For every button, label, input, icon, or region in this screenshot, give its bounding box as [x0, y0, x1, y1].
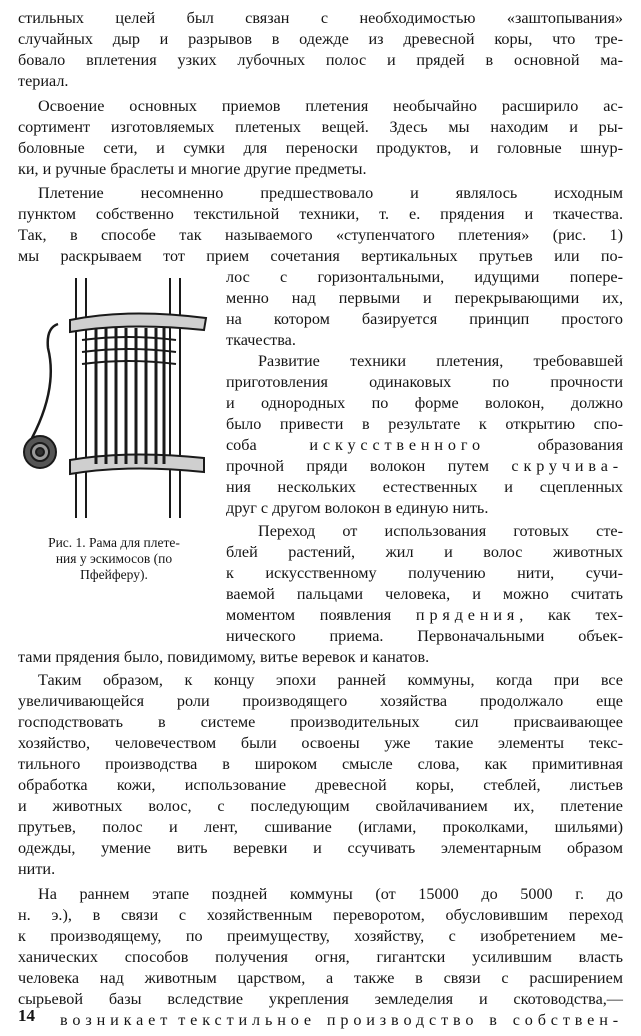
text-line: ки, и ручные браслеты и многие другие предметы. — [18, 160, 367, 178]
text-line: случайных дыр и разрывов в одежде из древесной коры, что тре- — [18, 30, 623, 48]
caption-line: Пфейферу). — [80, 567, 148, 582]
text-line: ваемой пальцами человека, и можно считать — [226, 585, 623, 603]
text-line: блей растений, жил и волос животных — [226, 543, 623, 561]
text-line: ханических способов получения огня, гигантски усилившим власть — [18, 948, 623, 966]
frame-drawing — [18, 268, 216, 538]
text-line: бовало вплетения узких лубочных полос и прядей в основной ма- — [18, 51, 623, 69]
text-line — [226, 605, 623, 625]
text-line: нического приема. Первоначальными объек- — [226, 627, 623, 645]
text-line: тильного производства в широком смысле слова, как примитивная — [18, 755, 623, 773]
text-line: н. э.), в связи с хозяйственным переворотом, обусловившим переход — [18, 906, 623, 924]
text-line: господствовать в системе производительных сил присваивающее — [18, 713, 623, 731]
spaced-term: скручива- — [511, 457, 623, 475]
text-line: друг с другом волокон в единую нить. — [226, 499, 489, 517]
text-line: тами прядения было, повидимому, витье веревок и канатов. — [18, 648, 430, 666]
spaced-term: прядения — [415, 606, 520, 624]
text-line: и однородных по форме волокон, должно — [226, 394, 623, 412]
text-line: человека над животным царством, а также в связи с расширением — [18, 969, 623, 987]
text-line: лос с горизонтальными, идущими попере- — [226, 268, 623, 286]
text-line: обработка кожи, использование древесной коры, стеблей, листьев — [18, 776, 623, 794]
text-line: Переход от использования готовых сте- — [258, 522, 623, 540]
text-line: Таким образом, к концу эпохи ранней коммуны, когда при все — [38, 671, 623, 689]
text-line: пунктом собственно текстильной техники, т. е. прядения и ткачества. — [18, 205, 623, 223]
weaving-frame-illustration — [18, 268, 216, 538]
text-line: На раннем этапе поздней коммуны (от 15000 до 5000 г. до — [38, 885, 623, 903]
caption-line: ния у эскимосов (по — [55, 551, 173, 566]
text-line: ния нескольких естественных и сцепленных — [226, 478, 623, 496]
text-line — [226, 456, 623, 476]
text-line: было привести в результате к открытию спо- — [226, 415, 623, 433]
text-line: Так, в способе так называемого «ступенчатого плетения» (рис. 1) — [18, 226, 623, 244]
text-line — [226, 435, 623, 455]
page-number: 14 — [18, 1006, 35, 1025]
spaced-term: возникает — [60, 1011, 173, 1029]
text-line: хозяйство, человечеством были освоены уже такие элементы текс- — [18, 734, 623, 752]
text-line: к производящему, по преимуществу, хозяйству, с изобретением ме- — [18, 927, 623, 945]
text-line — [60, 1010, 623, 1030]
text-line: сортимент изготовляемых плетеных вещей. Здесь мы находим и ры- — [18, 118, 623, 136]
text-line: нити. — [18, 860, 56, 878]
spaced-term: текстильное производство в собствен- — [178, 1011, 623, 1029]
text-line: к искусственному получению нити, сучи- — [226, 564, 623, 582]
text-line: боловные сети, и сумки для переноски продуктов, и головные шнур- — [18, 139, 623, 157]
text-run: образования — [537, 436, 624, 454]
text-run: моментом появления — [226, 606, 392, 624]
text-line: сырьевой базы вследствие укрепления земледелия и скотоводства,— — [18, 990, 623, 1008]
text-line: увеличивающейся роли производящего хозяйства продолжало еще — [18, 692, 623, 710]
text-run: соба — [226, 436, 257, 454]
text-line: приготовления одинаковых по прочности — [226, 373, 623, 391]
text-line: Плетение несомненно предшествовало и являлось исходным — [38, 184, 623, 202]
figure-caption — [18, 535, 210, 583]
text-line: мы раскрываем тот прием сочетания вертикальных прутьев или по- — [18, 247, 623, 265]
text-line: ткачества. — [226, 331, 296, 349]
text-line: Освоение основных приемов плетения необычайно расширило ас- — [38, 97, 623, 115]
text-line: стильных целей был связан с необходимостью «заштопывания» — [18, 9, 623, 27]
text-line: и животных волос, с последующим свойлачиванием их, плетение — [18, 797, 623, 815]
text-line: одежды, умение вить веревки и ссучивать элементарным образом — [18, 839, 623, 857]
text-run: , как тех- — [519, 606, 623, 624]
text-line: териал. — [18, 72, 69, 90]
spaced-term: искусственного — [309, 436, 485, 454]
caption-line: Рис. 1. Рама для плете- — [48, 535, 180, 550]
text-line: Развитие техники плетения, требовавшей — [258, 352, 623, 370]
text-line: прутьев, полос и лент, сшивание (иглами, проколками, шильями) — [18, 818, 623, 836]
text-line: на котором базируется принцип простого — [226, 310, 623, 328]
text-run: прочной пряди волокон путем — [226, 457, 489, 475]
text-line: менно над первыми и перекрывающими их, — [226, 289, 623, 307]
